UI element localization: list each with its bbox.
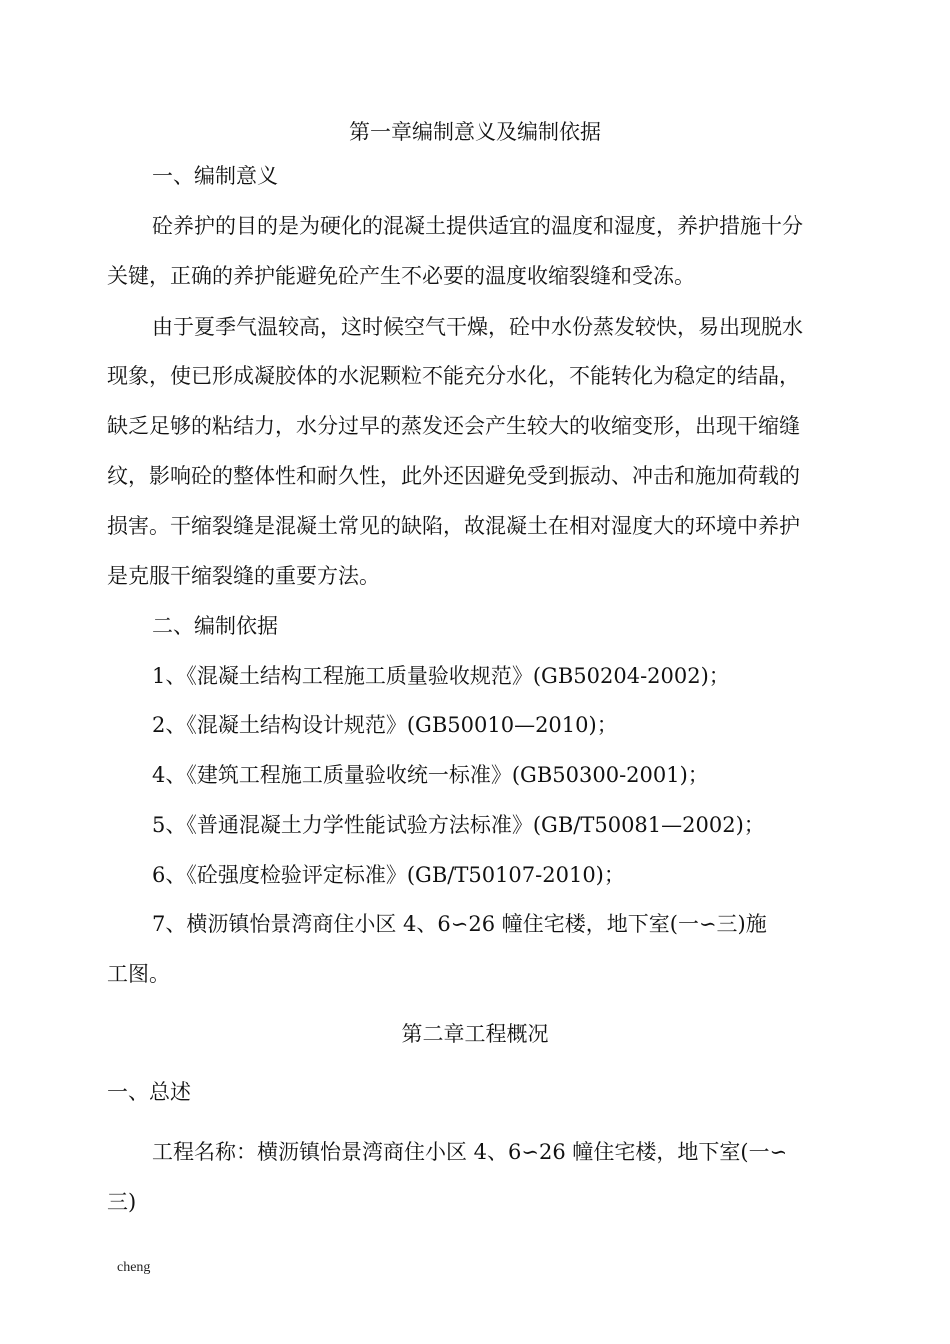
reference-item: 2、《混凝土结构设计规范》(GB50010—2010)； [152, 713, 618, 737]
chapter1-title: 第一章编制意义及编制依据 [349, 120, 601, 144]
project-name-line: 工程名称：横沥镇怡景湾商住小区 4、6∽26 幢住宅楼，地下室(一∽ [152, 1140, 788, 1164]
paragraph-line: 是克服干缩裂缝的重要方法。 [107, 564, 380, 588]
paragraph-line: 现象，使已形成凝胶体的水泥颗粒不能充分水化，不能转化为稳定的结晶， [107, 364, 800, 388]
paragraph-line: 砼养护的目的是为硬化的混凝土提供适宜的温度和湿度，养护措施十分 [152, 214, 803, 238]
reference-item: 4、《建筑工程施工质量验收统一标准》(GB50300-2001)； [152, 763, 709, 787]
page-footer: cheng [117, 1260, 151, 1275]
reference-item: 6、《砼强度检验评定标准》(GB/T50107-2010)； [152, 863, 625, 887]
paragraph-line: 关键，正确的养护能避免砼产生不必要的温度收缩裂缝和受冻。 [107, 264, 695, 288]
paragraph-line: 缺乏足够的粘结力，水分过早的蒸发还会产生较大的收缩变形，出现干缩缝 [107, 414, 800, 438]
chapter2-title: 第二章工程概况 [401, 1022, 549, 1046]
project-name-line: 三) [107, 1190, 137, 1214]
section2-heading: 二、编制依据 [152, 614, 278, 638]
reference-item: 7、横沥镇怡景湾商住小区 4、6∽26 幢住宅楼，地下室(一∽三)施 [152, 912, 767, 936]
paragraph-line: 纹，影响砼的整体性和耐久性，此外还因避免受到振动、冲击和施加荷载的 [107, 464, 800, 488]
reference-item: 5、《普通混凝土力学性能试验方法标准》(GB/T50081—2002)； [152, 813, 765, 837]
reference-item: 1、《混凝土结构工程施工质量验收规范》(GB50204-2002)； [152, 664, 730, 688]
paragraph-line: 损害。干缩裂缝是混凝土常见的缺陷，故混凝土在相对湿度大的环境中养护 [107, 514, 800, 538]
reference-item-continued: 工图。 [107, 962, 170, 986]
paragraph-line: 由于夏季气温较高，这时候空气干燥，砼中水份蒸发较快，易出现脱水 [152, 315, 803, 339]
section1-heading: 一、编制意义 [152, 164, 278, 188]
chapter2-section1-heading: 一、总述 [107, 1080, 191, 1104]
